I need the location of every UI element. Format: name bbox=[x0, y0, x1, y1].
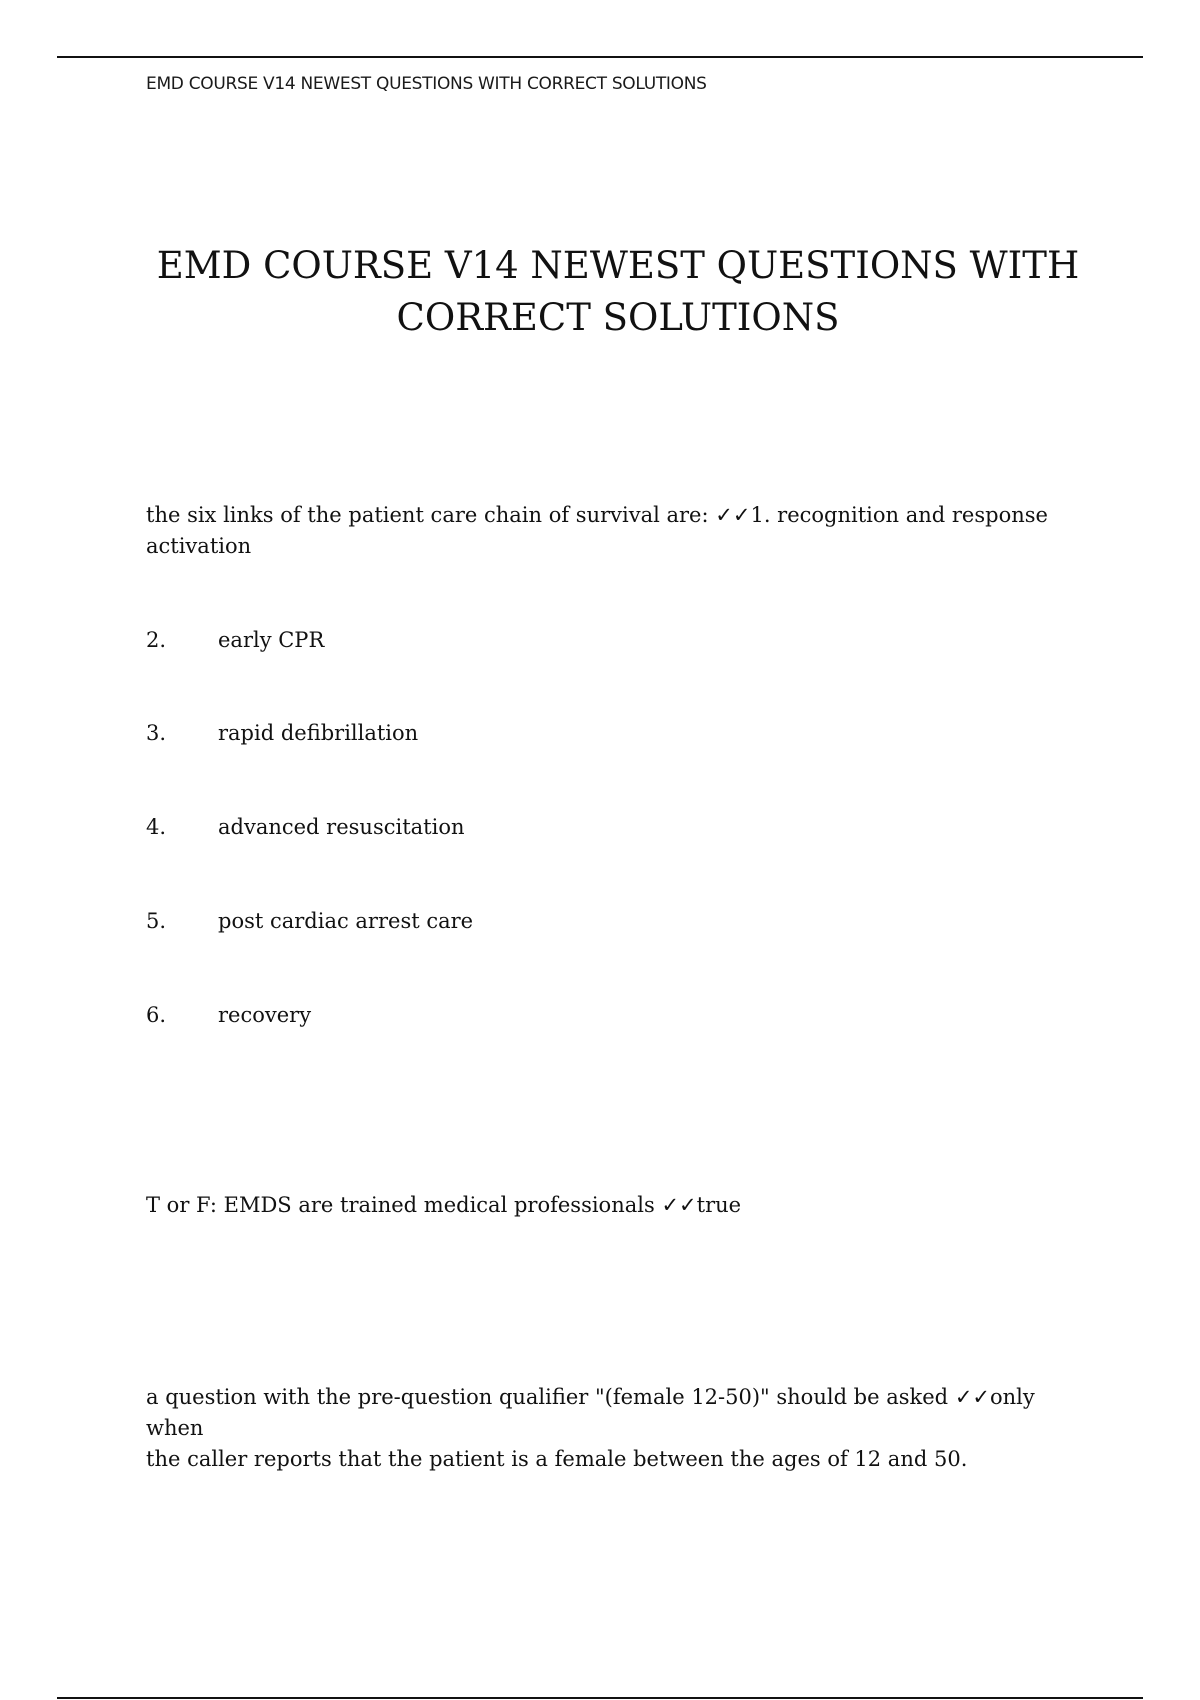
question-3 bbox=[146, 1382, 1096, 1475]
check-marks-icon: ✓✓ bbox=[715, 503, 751, 527]
list-item: early CPR bbox=[218, 628, 325, 652]
question-3-answer: only when bbox=[146, 1385, 1035, 1440]
list-item: post cardiac arrest care bbox=[218, 909, 474, 933]
question-1-answer: 1. recognition and response bbox=[750, 503, 1048, 527]
list-item: advanced resuscitation bbox=[218, 815, 465, 839]
check-marks-icon: ✓✓ bbox=[661, 1193, 697, 1217]
footer-rule bbox=[57, 1697, 1143, 1699]
question-1 bbox=[146, 500, 1096, 562]
question-1-text: the six links of the patient care chain of survival are: bbox=[146, 503, 709, 527]
list-item-number: 2. bbox=[146, 628, 167, 652]
question-3-text: a question with the pre-question qualifier "(female 12-50)" should be asked bbox=[146, 1385, 949, 1409]
question-2-text: T or F: EMDS are trained medical professionals bbox=[146, 1193, 655, 1217]
list-item-number: 4. bbox=[146, 815, 167, 839]
header-rule bbox=[57, 56, 1143, 58]
question-2 bbox=[146, 1190, 1096, 1221]
list-item-number: 5. bbox=[146, 909, 167, 933]
list-item: rapid defibrillation bbox=[218, 721, 419, 745]
document-title bbox=[0, 240, 1200, 344]
title-line-2: CORRECT SOLUTIONS bbox=[396, 296, 840, 339]
question-3-answer-cont: the caller reports that the patient is a female between the ages of 12 and 50. bbox=[146, 1447, 968, 1471]
list-item: recovery bbox=[218, 1003, 312, 1027]
list-item-number: 3. bbox=[146, 721, 167, 745]
question-1-answer-cont: activation bbox=[146, 534, 252, 558]
check-marks-icon: ✓✓ bbox=[954, 1385, 991, 1409]
title-line-1: EMD COURSE V14 NEWEST QUESTIONS WITH bbox=[156, 244, 1080, 287]
running-header: EMD COURSE V14 NEWEST QUESTIONS WITH CORRECT SOLUTIONS bbox=[146, 74, 707, 94]
question-2-answer: true bbox=[696, 1193, 742, 1217]
list-item-number: 6. bbox=[146, 1003, 167, 1027]
